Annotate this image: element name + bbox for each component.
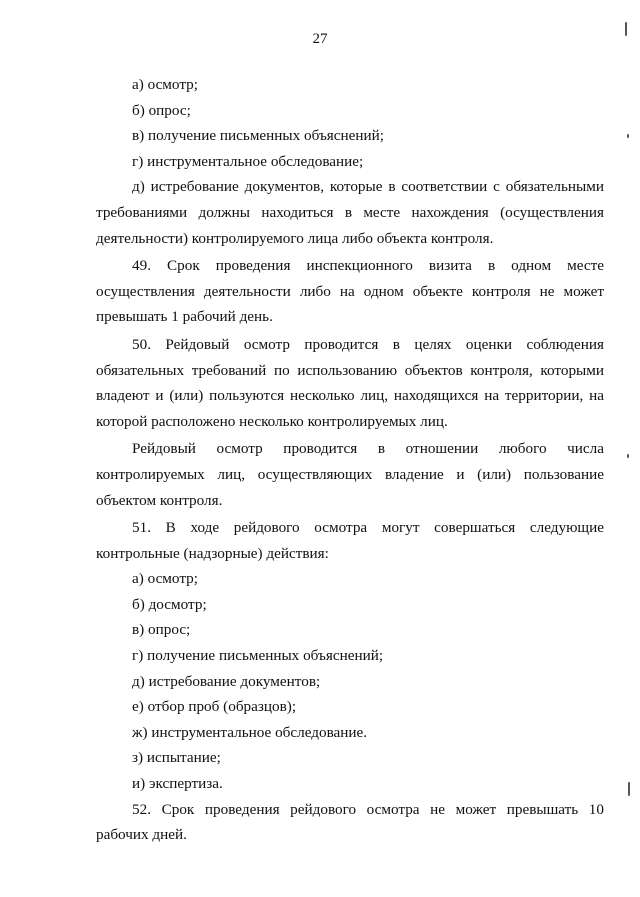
list-item: г) инструментальное обследование;: [132, 152, 364, 170]
paragraph-51: 51. В ходе рейдового осмотра могут совершаться следующие контрольные (надзорные) действия:: [96, 519, 604, 562]
scan-mark: [628, 782, 630, 796]
scan-mark: [627, 134, 629, 138]
paragraph-50: 50. Рейдовый осмотр проводится в целях оценки соблюдения обязательных требований по использованию объектов контроля, которыми владеют и (или) пользуются несколько лиц, находящихся на территории, на которой расположено несколько контролируемых лиц.: [96, 335, 604, 430]
paragraph-49: 49. Срок проведения инспекционного визита в одном месте осуществления деятельности либо на одном объекте контроля не может превышать 1 рабочий день.: [96, 257, 604, 326]
document-body: [96, 72, 604, 848]
scan-mark: [627, 454, 629, 458]
list-item: б) опрос;: [132, 101, 191, 119]
list-item: а) осмотр;: [132, 570, 198, 588]
list-item: г) получение письменных объяснений;: [132, 647, 384, 665]
paragraph: Рейдовый осмотр проводится в отношении любого числа контролируемых лиц, осуществляющих владение и (или) пользование объектом контроля.: [96, 440, 604, 509]
page-number: 27: [312, 31, 328, 47]
paragraph-52: 52. Срок проведения рейдового осмотра не может превышать 10 рабочих дней.: [96, 800, 604, 844]
list-item: ж) инструментальное обследование.: [132, 723, 368, 741]
scan-mark: [625, 22, 627, 36]
list-item: з) испытание;: [132, 749, 221, 767]
list-item: б) досмотр;: [132, 595, 207, 613]
list-item: в) получение письменных объяснений;: [132, 127, 385, 145]
paragraph: д) истребование документов, которые в соответствии с обязательными требованиями должны находиться в месте нахождения (осуществления деятельности) контролируемого лица либо объекта контроля.: [96, 178, 604, 247]
list-item: е) отбор проб (образцов);: [132, 698, 297, 716]
list-item: а) осмотр;: [132, 76, 198, 93]
list-item: д) истребование документов;: [132, 672, 321, 690]
list-item: в) опрос;: [132, 621, 191, 639]
list-item: и) экспертиза.: [132, 775, 223, 793]
